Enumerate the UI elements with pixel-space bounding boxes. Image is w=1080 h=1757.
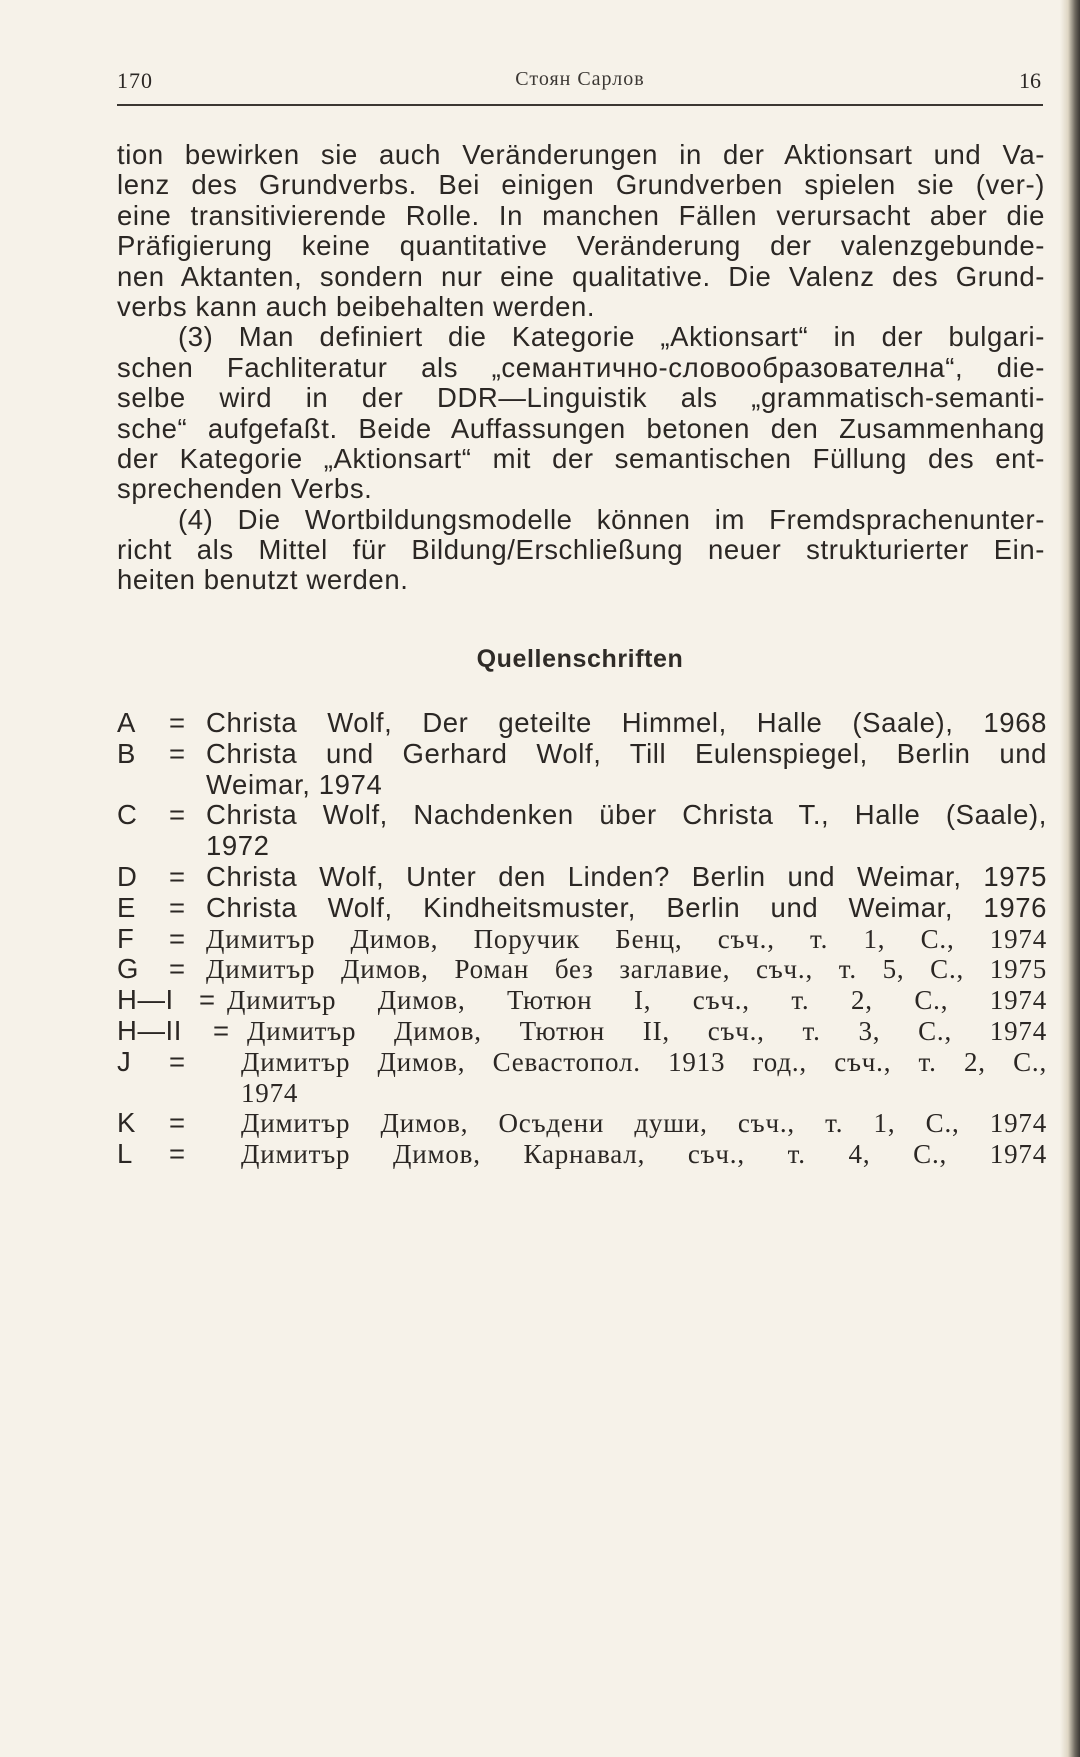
source-entry xyxy=(117,862,1047,893)
source-key: C xyxy=(117,799,138,831)
source-title: Christa Wolf, Kindheitsmuster, Berlin und Weimar, 1976 xyxy=(206,891,1047,923)
source-title: Димитър Димов, Поручик Бенц, съч., т. 1, С., 1974 xyxy=(206,923,1047,954)
source-entry xyxy=(117,1108,1047,1139)
source-title: Димитър Димов, Карнавал, съч., т. 4, С., 1974 xyxy=(241,1139,1047,1170)
source-title: Димитър Димов, Роман без заглавие, съч., т. 5, С., 1975 xyxy=(206,954,1047,985)
source-list xyxy=(117,708,1047,1170)
body-line: nen Aktanten, sondern nur eine qualitative. Die Valenz des Grund- xyxy=(117,260,1045,292)
equals-sign: = xyxy=(169,891,186,923)
source-key: G xyxy=(117,953,139,985)
equals-sign: = xyxy=(169,737,186,769)
source-key: E xyxy=(117,891,136,923)
source-entry xyxy=(117,708,1047,739)
equals-sign: = xyxy=(169,799,186,831)
section-heading: Quellenschriften xyxy=(476,645,684,673)
signature-mark: 16 xyxy=(1019,68,1041,93)
body-line: schen Fachliteratur als „семантично-словообразователна“, die- xyxy=(117,351,1045,383)
source-title-continuation: Weimar, 1974 xyxy=(206,768,383,800)
body-line: richt als Mittel für Bildung/Erschließung neuer strukturierter Ein- xyxy=(117,534,1045,566)
page-edge xyxy=(1060,0,1080,1757)
body-line: heiten benutzt werden. xyxy=(117,564,409,596)
equals-sign: = xyxy=(169,860,186,892)
source-key: B xyxy=(117,737,136,769)
source-title: Christa Wolf, Unter den Linden? Berlin und Weimar, 1975 xyxy=(206,860,1047,892)
source-title-continuation: 1974 xyxy=(241,1077,299,1108)
body-line: (3) Man definiert die Kategorie „Aktionsart“ in der bulgari- xyxy=(178,321,1045,353)
body-line: Präfigierung keine quantitative Veränderung der valenzgebunde- xyxy=(117,230,1045,262)
source-entry xyxy=(117,1139,1047,1170)
source-title-continuation: 1972 xyxy=(206,830,270,862)
source-entry xyxy=(117,1047,1047,1109)
equals-sign: = xyxy=(169,1138,186,1170)
body-line: sche“ aufgefaßt. Beide Auffassungen betonen den Zusammenhang xyxy=(117,412,1045,444)
source-key: D xyxy=(117,860,138,892)
source-key: F xyxy=(117,922,135,954)
source-key: H—I xyxy=(117,984,174,1016)
equals-sign: = xyxy=(213,1014,230,1046)
source-key: H—II xyxy=(117,1014,183,1046)
source-title: Christa Wolf, Der geteilte Himmel, Halle (Saale), 1968 xyxy=(206,707,1047,738)
source-entry xyxy=(117,924,1047,955)
source-title: Димитър Димов, Осъдени души, съч., т. 1, С., 1974 xyxy=(241,1108,1047,1139)
equals-sign: = xyxy=(169,707,186,738)
source-key: A xyxy=(117,707,136,738)
source-entry xyxy=(117,893,1047,924)
author-name: Стоян Сарлов xyxy=(515,68,645,90)
source-title: Димитър Димов, Тютюн II, съч., т. 3, С., 1974 xyxy=(247,1015,1047,1046)
equals-sign: = xyxy=(169,953,186,985)
page-number: 170 xyxy=(117,68,153,93)
body-line: tion bewirken sie auch Veränderungen in der Aktionsart und Va- xyxy=(117,139,1045,170)
source-title: Димитър Димов, Тютюн I, съч., т. 2, С., 1974 xyxy=(227,985,1047,1016)
equals-sign: = xyxy=(169,922,186,954)
source-title: Димитър Димов, Севастопол. 1913 год., съч., т. 2, С., xyxy=(241,1046,1047,1077)
body-line: lenz des Grundverbs. Bei einigen Grundverben spielen sie (ver-) xyxy=(117,169,1045,201)
equals-sign: = xyxy=(199,984,216,1016)
source-key: L xyxy=(117,1138,133,1170)
body-line: eine transitivierende Rolle. In manchen Fällen verursacht aber die xyxy=(117,199,1045,231)
source-key: K xyxy=(117,1107,136,1139)
source-entry xyxy=(117,739,1047,801)
source-title: Christa und Gerhard Wolf, Till Eulenspiegel, Berlin und xyxy=(206,737,1047,769)
body-line: (4) Die Wortbildungsmodelle können im Fremdsprachenunter- xyxy=(178,503,1045,535)
body-line: selbe wird in der DDR—Linguistik als „grammatisch-semanti- xyxy=(117,382,1045,414)
header-rule xyxy=(117,104,1043,106)
source-entry xyxy=(117,985,1047,1016)
source-entry xyxy=(117,954,1047,985)
running-head xyxy=(117,62,1043,106)
body-line: der Kategorie „Aktionsart“ mit der semantischen Füllung des ent- xyxy=(117,442,1045,474)
equals-sign: = xyxy=(169,1107,186,1139)
source-entry xyxy=(117,800,1047,862)
source-title: Christa Wolf, Nachdenken über Christa T., Halle (Saale), xyxy=(206,799,1047,831)
body-line: verbs kann auch beibehalten werden. xyxy=(117,290,596,322)
body-text xyxy=(117,140,1045,596)
equals-sign: = xyxy=(169,1045,186,1077)
source-key: J xyxy=(117,1045,132,1077)
source-entry xyxy=(117,1016,1047,1047)
body-line: sprechenden Verbs. xyxy=(117,473,373,505)
